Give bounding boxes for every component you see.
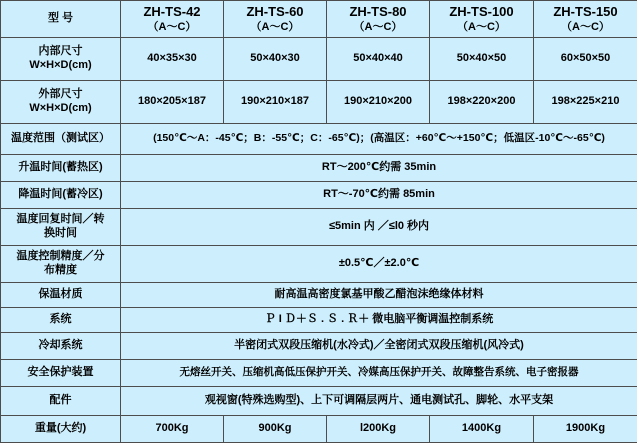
table-row-control-accuracy: [1, 246, 637, 283]
model-header-5: [534, 1, 637, 38]
row-label-temperature-range: 温度范围（测试区）: [1, 124, 121, 155]
model-sub-5: （A～C）: [536, 21, 635, 35]
weight-3: l200Kg: [327, 416, 430, 443]
table-row-insulation-material: [1, 283, 637, 308]
control-accuracy-value: ±0.5℃／±2.0℃: [121, 246, 637, 283]
model-sub-3: （A～C）: [329, 21, 427, 35]
table-row-cooling-time: [1, 182, 637, 209]
recovery-label-line2: 换时间: [3, 227, 118, 241]
cooling-time-value: RT～-70℃约需 85min: [121, 182, 637, 209]
model-header-3: [327, 1, 430, 38]
inner-dim-2: 50×40×30: [224, 38, 327, 81]
outer-dim-4: 198×220×200: [430, 81, 534, 124]
weight-5: 1900Kg: [534, 416, 637, 443]
cooling-system-value: 半密闭式双段压缩机(水冷式)／全密闭式双段压缩机(风冷式): [121, 333, 637, 360]
heating-time-value: RT～200℃约需 35min: [121, 155, 637, 182]
model-sub-2: （A～C）: [226, 21, 324, 35]
row-label-inner-dimensions: [1, 38, 121, 81]
row-label-recovery-time: [1, 209, 121, 246]
row-label-cooling-time: 降温时间(蓄冷区): [1, 182, 121, 209]
system-value: Ｐ I Ｄ＋Ｓ . Ｓ . Ｒ＋ 微电脑平衡调温控制系统: [121, 308, 637, 333]
row-label-model: 型 号: [1, 1, 121, 38]
table-row-models: [1, 1, 637, 38]
weight-2: 900Kg: [224, 416, 327, 443]
table-row-inner-dimensions: [1, 38, 637, 81]
model-sub-4: （A～C）: [432, 21, 531, 35]
model-header-2: [224, 1, 327, 38]
row-label-cooling-system: 冷却系统: [1, 333, 121, 360]
table-row-system: [1, 308, 637, 333]
row-label-control-accuracy: [1, 246, 121, 283]
temperature-range-value: (150℃～A：-45℃；B：-55℃；C：-65℃)；(高温区：+60℃～+150℃；低温区-10℃～-65℃): [121, 124, 637, 155]
inner-label-line1: 内部尺寸: [3, 45, 118, 59]
inner-dim-5: 60×50×50: [534, 38, 637, 81]
table-row-recovery-time: [1, 209, 637, 246]
row-label-outer-dimensions: [1, 81, 121, 124]
outer-label-line2: W×H×D(cm): [3, 102, 118, 116]
inner-label-line2: W×H×D(cm): [3, 59, 118, 73]
inner-dim-4: 50×40×50: [430, 38, 534, 81]
recovery-time-value: ≤5min 内 ／≤l0 秒内: [121, 209, 637, 246]
model-header-1: [121, 1, 224, 38]
table-row-temperature-range: [1, 124, 637, 155]
table-row-cooling-system: [1, 333, 637, 360]
model-name-1: ZH-TS-42: [143, 4, 200, 19]
outer-dim-3: 190×210×200: [327, 81, 430, 124]
table-row-safety-devices: [1, 360, 637, 387]
row-label-heating-time: 升温时间(蓄热区): [1, 155, 121, 182]
row-label-accessories: 配件: [1, 387, 121, 416]
table-row-weight: [1, 416, 637, 443]
model-name-3: ZH-TS-80: [349, 4, 406, 19]
row-label-weight: 重量(大约): [1, 416, 121, 443]
recovery-label-line1: 温度回复时间／转: [3, 213, 118, 227]
model-sub-1: （A～C）: [123, 21, 221, 35]
model-header-4: [430, 1, 534, 38]
inner-dim-3: 50×40×40: [327, 38, 430, 81]
table-row-outer-dimensions: [1, 81, 637, 124]
outer-label-line1: 外部尺寸: [3, 88, 118, 102]
accuracy-label-line2: 布精度: [3, 264, 118, 278]
outer-dim-5: 198×225×210: [534, 81, 637, 124]
row-label-safety-devices: 安全保护装置: [1, 360, 121, 387]
table-row-heating-time: [1, 155, 637, 182]
outer-dim-1: 180×205×187: [121, 81, 224, 124]
safety-devices-value: 无熔丝开关、压缩机高低压保护开关、冷媒高压保护开关、故障整告系统、电子密报器: [121, 360, 637, 387]
insulation-material-value: 耐高温高密度氯基甲酸乙醋泡沫绝缘体材料: [121, 283, 637, 308]
row-label-system: 系统: [1, 308, 121, 333]
model-name-2: ZH-TS-60: [246, 4, 303, 19]
row-label-insulation-material: 保温材质: [1, 283, 121, 308]
model-name-4: ZH-TS-100: [449, 4, 513, 19]
inner-dim-1: 40×35×30: [121, 38, 224, 81]
model-name-5: ZH-TS-150: [553, 4, 617, 19]
table-row-accessories: [1, 387, 637, 416]
accuracy-label-line1: 温度控制精度／分: [3, 250, 118, 264]
accessories-value: 观视窗(特殊选购型)、上下可调隔层两片、通电测试孔、脚轮、水平支架: [121, 387, 637, 416]
outer-dim-2: 190×210×187: [224, 81, 327, 124]
weight-1: 700Kg: [121, 416, 224, 443]
weight-4: 1400Kg: [430, 416, 534, 443]
